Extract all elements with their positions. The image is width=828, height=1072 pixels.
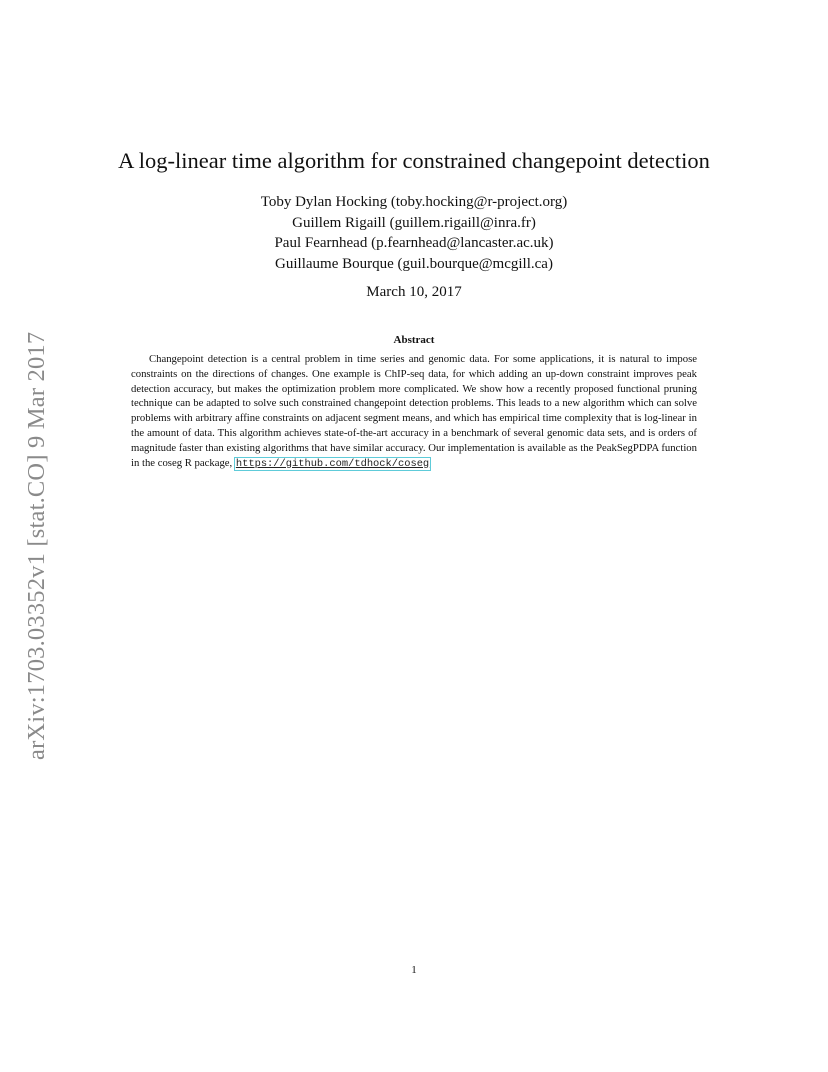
abstract-text: Changepoint detection is a central problem in time series and genomic data. For some applications, it is natural to impose constraints on the directions of changes. One example is ChIP-seq data, for which adding an up-down constraint improves peak detection accuracy, but makes the optimization problem more complicated. We show how a recently proposed functional pruning technique can be adapted to solve such constrained changepoint detection problems. This leads to a new algorithm which can solve problems with arbitrary affine constraints on adjacent segment means, and which has empirical time complexity that is log-linear in the amount of data. This algorithm achieves state-of-the-art accuracy in a benchmark of several genomic data sets, and is orders of magnitude faster than existing algorithms that have similar accuracy. Our implementation is available as the PeakSegPDPA function in the coseg R package, — [131, 353, 697, 469]
arxiv-side-stamp — [22, 288, 52, 760]
abstract-body — [131, 352, 697, 471]
paper-title: A log-linear time algorithm for constrained changepoint detection — [118, 148, 710, 173]
author-item: Toby Dylan Hocking (toby.hocking@r-project.org) — [260, 194, 568, 210]
author-item: Guillem Rigaill (guillem.rigaill@inra.fr) — [292, 214, 536, 231]
page-number: 1 — [411, 964, 417, 976]
author-item: Paul Fearnhead (p.fearnhead@lancaster.ac.uk) — [274, 235, 554, 251]
arxiv-identifier: arXiv:1703.03352v1 [stat.CO] 9 Mar 2017 — [23, 331, 50, 760]
publication-date: March 10, 2017 — [366, 284, 462, 300]
coseg-repo-link[interactable]: https://github.com/tdhock/coseg — [235, 457, 430, 470]
author-list — [0, 192, 828, 274]
author-item: Guillaume Bourque (guil.bourque@mcgill.ca) — [275, 255, 553, 272]
abstract-heading: Abstract — [393, 334, 435, 346]
